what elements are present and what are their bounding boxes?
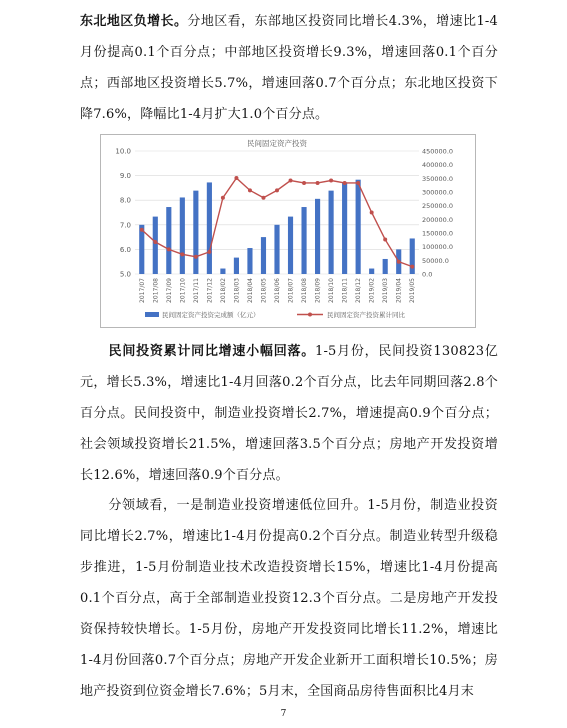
bar	[315, 199, 320, 274]
line-point	[167, 247, 171, 251]
x-axis-tick-label: 2018/08	[301, 278, 309, 303]
legend-bar-label: 民间固定资产投资完成额（亿元）	[162, 311, 260, 319]
x-axis-tick-label: 2017/08	[152, 278, 160, 303]
bar	[369, 269, 374, 274]
line-point	[234, 176, 238, 180]
left-axis-tick-label: 8.0	[119, 196, 131, 205]
paragraph-regional-investment	[80, 6, 498, 130]
line-point	[410, 265, 414, 269]
line-point	[383, 238, 387, 242]
x-axis-tick-label: 2018/03	[233, 278, 241, 303]
x-axis-tick-label: 2018/12	[355, 278, 363, 303]
page-number: 7	[280, 709, 287, 719]
x-axis-tick-label: 2018/10	[328, 278, 336, 303]
x-axis-tick-label: 2017/11	[192, 278, 200, 303]
chart-canvas	[101, 135, 475, 327]
right-axis-tick-label: 350000.0	[422, 174, 454, 183]
chart-title: 民间固定资产投资	[247, 139, 307, 148]
x-axis-tick-label: 2019/04	[395, 278, 403, 303]
x-axis-tick-label: 2018/05	[260, 278, 268, 303]
bar	[220, 269, 225, 274]
paragraph-body-sectors: 分领域看，一是制造业投资增速低位回升。1-5月份，制造业投资同比增长2.7%，增速比1-4月份提高0.2个百分点。制造业转型升级稳步推进，1-5月份制造业技术改造投资增长15%，增速比1-4月份提高0.1个百分点，高于全部制造业投资12.3个百分点。二是房地产开发投资保持较快增长。1-5月份，房地产开发投资同比增长11.2%，增速比1-4月份回落0.7个百分点；房地产开发企业新开工面积增长10.5%；房地产投资到位资金增长7.6%；5月末，全国商品房待售面积比4月末	[80, 498, 498, 699]
line-point	[302, 181, 306, 185]
right-axis-tick-label: 400000.0	[422, 161, 454, 170]
bar	[207, 182, 212, 274]
line-point	[248, 188, 252, 192]
right-axis-tick-label: 50000.0	[422, 256, 449, 265]
x-axis-tick-label: 2018/09	[314, 278, 322, 303]
line-point	[397, 260, 401, 264]
legend-line-marker	[308, 313, 312, 317]
bar	[180, 197, 185, 274]
line-point	[180, 252, 184, 256]
paragraph-private-investment	[80, 336, 498, 491]
bar	[383, 259, 388, 274]
bar	[356, 180, 361, 274]
legend-line-label: 民间固定资产投资累计同比	[327, 311, 405, 319]
left-axis-tick-label: 10.0	[115, 147, 131, 156]
right-axis-tick-label: 200000.0	[422, 215, 454, 224]
bar	[193, 191, 198, 274]
bar	[166, 207, 171, 274]
paragraph-body-regional: 分地区看，东部地区投资同比增长4.3%，增速比1-4月份提高0.1个百分点；中部地区投资增长9.3%，增速回落0.1个百分点；西部地区投资增长5.7%，增速回落0.7个百分点；东北地区投资下降7.6%，降幅比1-4月扩大1.0个百分点。	[80, 14, 498, 122]
bar	[153, 217, 158, 274]
x-axis-tick-label: 2019/02	[368, 278, 376, 303]
line-point	[289, 179, 293, 183]
paragraph-body-private: 1-5月份，民间投资130823亿元，增长5.3%，增速比1-4月回落0.2个百分点，比去年同期回落2.8个百分点。民间投资中，制造业投资增长2.7%，增速提高0.9个百分点；社会领域投资增长21.5%，增速回落3.5个百分点；房地产开发投资增长12.6%，增速回落0.9个百分点。	[80, 344, 498, 483]
bar	[234, 258, 239, 274]
right-axis-tick-label: 100000.0	[422, 243, 454, 252]
paragraph-sectors	[80, 490, 498, 707]
line-point	[194, 255, 198, 259]
line-point	[316, 181, 320, 185]
x-axis-tick-label: 2017/07	[138, 278, 146, 303]
bar	[261, 237, 266, 274]
line-point	[343, 181, 347, 185]
x-axis-tick-label: 2018/07	[287, 278, 295, 303]
right-axis-tick-label: 300000.0	[422, 188, 454, 197]
private-investment-chart	[100, 134, 476, 328]
right-axis-tick-label: 0.0	[422, 270, 433, 279]
bar	[274, 225, 279, 274]
left-axis-tick-label: 7.0	[119, 221, 131, 230]
line-point	[370, 211, 374, 215]
x-axis-tick-label: 2018/02	[219, 278, 227, 303]
bar	[342, 182, 347, 274]
x-axis-tick-label: 2018/11	[341, 278, 349, 303]
right-axis-tick-label: 150000.0	[422, 229, 454, 238]
line-point	[275, 188, 279, 192]
bar	[329, 191, 334, 274]
x-axis-tick-label: 2019/05	[409, 278, 417, 303]
line-point	[261, 196, 265, 200]
right-axis-tick-label: 250000.0	[422, 202, 454, 211]
x-axis-tick-label: 2019/03	[382, 278, 390, 303]
line-point	[356, 181, 360, 185]
bar	[301, 207, 306, 274]
line-point	[153, 240, 157, 244]
x-axis-tick-label: 2017/09	[165, 278, 173, 303]
line-point	[140, 228, 144, 232]
x-axis-tick-label: 2017/10	[179, 278, 187, 303]
bar	[288, 217, 293, 274]
right-axis-tick-label: 450000.0	[422, 147, 454, 156]
line-point	[329, 179, 333, 183]
x-axis-tick-label: 2018/04	[246, 278, 254, 303]
left-axis-tick-label: 6.0	[119, 245, 131, 254]
bar	[410, 238, 415, 274]
left-axis-tick-label: 9.0	[119, 172, 131, 181]
legend-bar-swatch	[145, 312, 159, 317]
x-axis-tick-label: 2017/12	[206, 278, 214, 303]
bar	[247, 248, 252, 274]
paragraph-heading-private: 民间投资累计同比增速小幅回落。	[108, 344, 315, 359]
x-axis-tick-label: 2018/06	[274, 278, 281, 303]
paragraph-heading-northeast: 东北地区负增长。	[80, 14, 188, 29]
line-point	[207, 250, 211, 254]
line-point	[221, 196, 225, 200]
left-axis-tick-label: 5.0	[119, 270, 131, 279]
